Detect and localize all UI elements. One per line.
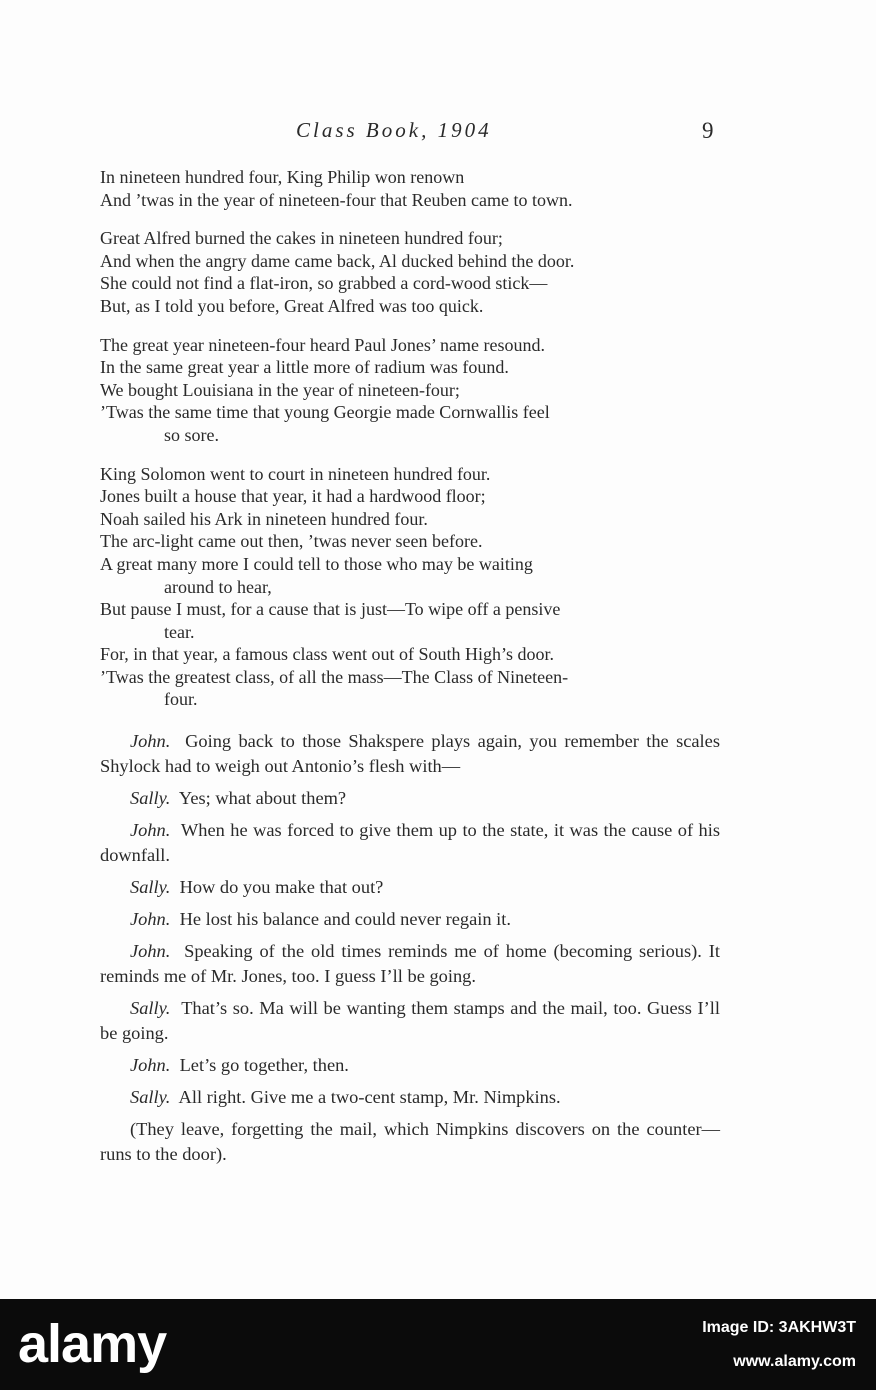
speaker-name: John. — [130, 820, 171, 841]
dialogue-text: (They leave, forgetting the mail, which Nimpkins discovers on the counter—runs to the door). — [100, 1119, 720, 1165]
brand-logo: alamy — [18, 1314, 167, 1374]
dialogue-text: Let’s go together, then. — [179, 1055, 349, 1076]
verse-line-continuation: so sore. — [164, 424, 219, 445]
dialogue-paragraph — [100, 818, 720, 868]
verse-line: And when the angry dame came back, Al ducked behind the door. — [100, 250, 575, 271]
dialogue-paragraph — [100, 907, 720, 932]
dialogue-text: Speaking of the old times reminds me of home (becoming serious). It reminds me of Mr. Jones, too. I guess I’ll be going. — [100, 941, 720, 987]
site-url: www.alamy.com — [733, 1353, 856, 1370]
verse-line: In the same great year a little more of radium was found. — [100, 357, 509, 378]
page-body — [100, 166, 720, 1174]
dialogue-text: That’s so. Ma will be wanting them stamps and the mail, too. Guess I’ll be going. — [100, 998, 720, 1044]
verse-line: Jones built a house that year, it had a hardwood floor; — [100, 486, 486, 507]
verse-line: The great year nineteen-four heard Paul Jones’ name resound. — [100, 334, 545, 355]
verse-line: ’Twas the same time that young Georgie made Cornwallis feel — [100, 402, 550, 423]
speaker-name: John. — [130, 941, 171, 962]
verse-line: But pause I must, for a cause that is just—To wipe off a pensive — [100, 599, 561, 620]
stanza — [100, 463, 720, 712]
dialogue-paragraph — [100, 1085, 720, 1110]
stanza — [100, 166, 720, 211]
speaker-name: John. — [130, 909, 171, 930]
dialogue-paragraph — [100, 996, 720, 1046]
speaker-name: Sally. — [130, 788, 171, 809]
dialogue-text: When he was forced to give them up to the state, it was the cause of his downfall. — [100, 820, 720, 866]
dialogue-paragraph — [100, 939, 720, 989]
dialogue-text: Yes; what about them? — [178, 788, 347, 809]
dialogue-text: All right. Give me a two-cent stamp, Mr. Nimpkins. — [178, 1087, 561, 1108]
stanza — [100, 227, 720, 317]
poem — [100, 166, 720, 711]
running-header — [0, 118, 876, 148]
image-id: Image ID: 3AKHW3T — [702, 1319, 856, 1336]
verse-line: The arc-light came out then, ’twas never seen before. — [100, 531, 483, 552]
speaker-name: John. — [130, 1055, 171, 1076]
dialogue — [100, 729, 720, 1167]
dialogue-paragraph — [100, 875, 720, 900]
verse-line: She could not find a flat-iron, so grabbed a cord-wood stick— — [100, 273, 548, 294]
dialogue-text: How do you make that out? — [179, 877, 384, 898]
verse-line: And ’twas in the year of nineteen-four that Reuben came to town. — [100, 189, 573, 210]
speaker-name: Sally. — [130, 1087, 171, 1108]
watermark-banner — [0, 1299, 876, 1390]
verse-line: For, in that year, a famous class went out of South High’s door. — [100, 644, 554, 665]
speaker-name: Sally. — [130, 998, 171, 1019]
running-title: Class Book, 1904 — [296, 118, 492, 142]
verse-line-continuation: tear. — [164, 621, 195, 642]
dialogue-text: Going back to those Shakspere plays again, you remember the scales Shylock had to weigh out Antonio’s flesh with— — [100, 731, 720, 777]
verse-line: ’Twas the greatest class, of all the mass—The Class of Nineteen- — [100, 666, 569, 687]
speaker-name: Sally. — [130, 877, 171, 898]
dialogue-paragraph — [100, 786, 720, 811]
verse-line: In nineteen hundred four, King Philip won renown — [100, 167, 465, 187]
verse-line: We bought Louisiana in the year of nineteen-four; — [100, 379, 460, 400]
stanza — [100, 334, 720, 447]
verse-line: King Solomon went to court in nineteen hundred four. — [100, 463, 491, 484]
dialogue-paragraph — [100, 1117, 720, 1167]
verse-line: A great many more I could tell to those who may be waiting — [100, 553, 533, 574]
verse-line-continuation: four. — [164, 689, 198, 710]
verse-line-continuation: around to hear, — [164, 576, 272, 597]
verse-line: Noah sailed his Ark in nineteen hundred four. — [100, 508, 428, 529]
speaker-name: John. — [130, 731, 171, 752]
verse-line: Great Alfred burned the cakes in nineteen hundred four; — [100, 228, 503, 249]
page-number: 9 — [702, 118, 714, 143]
verse-line: But, as I told you before, Great Alfred was too quick. — [100, 295, 484, 316]
dialogue-paragraph — [100, 1053, 720, 1078]
dialogue-text: He lost his balance and could never regain it. — [179, 909, 511, 930]
dialogue-paragraph — [100, 729, 720, 779]
